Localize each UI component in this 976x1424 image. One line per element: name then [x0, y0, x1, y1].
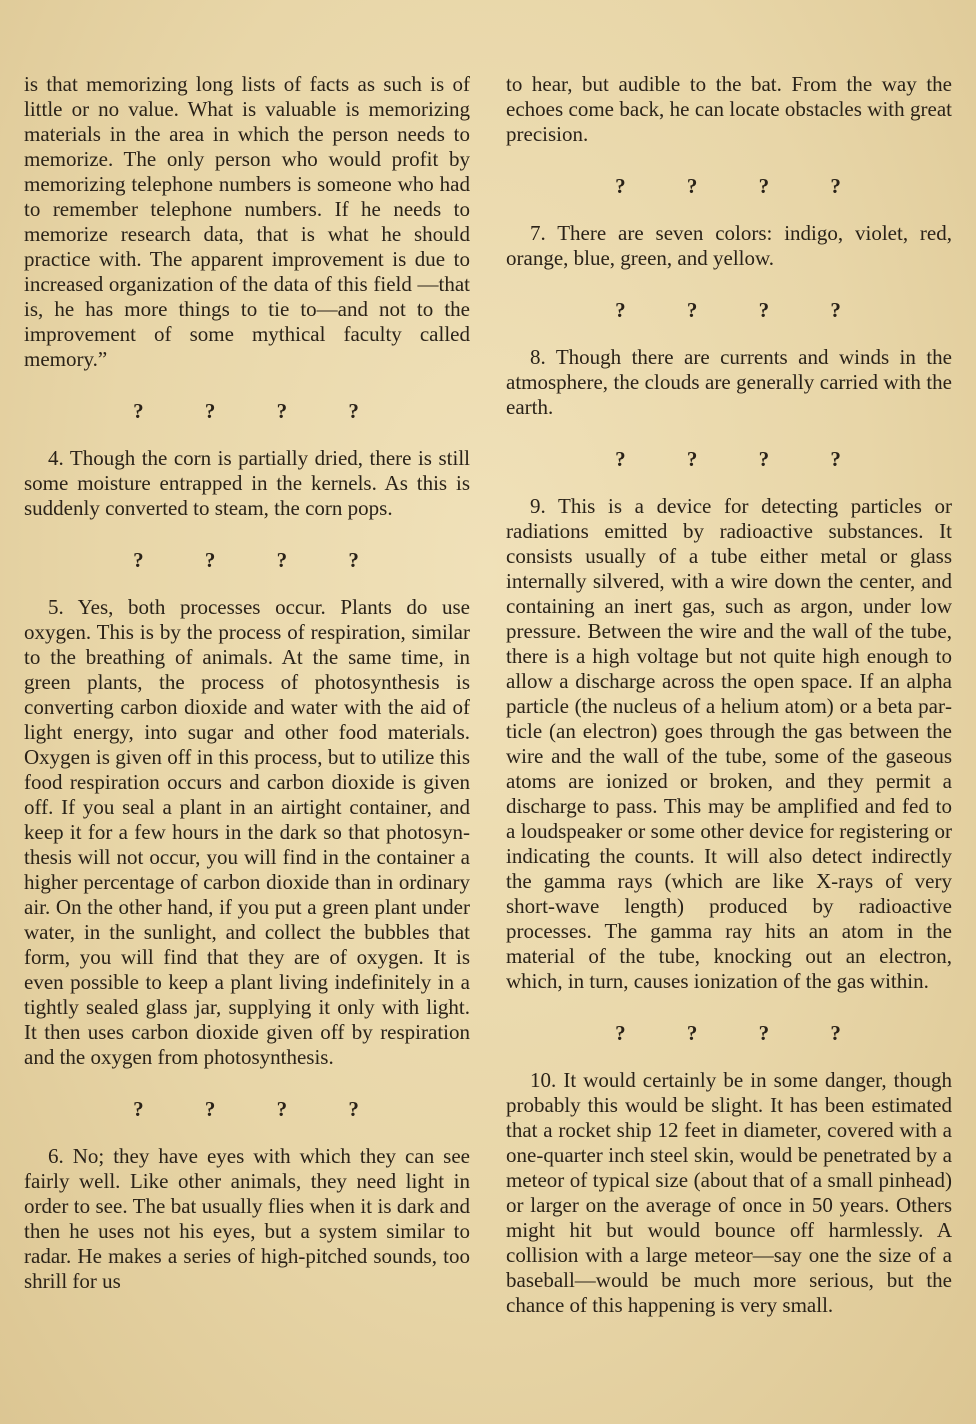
right-column	[506, 72, 952, 1318]
answer-6: 6. No; they have eyes with which they can see fairly well. Like other animals, they need light in order to see. The bat usually flies when it is dark and then he uses not his eyes, but a system similar to radar. He makes a series of high-pitched sounds, too shrill for us	[24, 1144, 470, 1293]
answer-4: 4. Though the corn is partially dried, there is still some moisture entrapped in the kernels. As this is suddenly converted to steam, the corn pops.	[24, 446, 470, 520]
question-mark-separator: ? ? ? ?	[615, 174, 843, 198]
answer-7: 7. There are seven colors: indigo, violet, red, orange, blue, green, and yellow.	[506, 221, 952, 270]
answer-6-continued: to hear, but audible to the bat. From the way the echoes come back, he can locate obstacles with great precision.	[506, 72, 952, 146]
question-mark-separator: ? ? ? ?	[133, 1097, 361, 1121]
continued-paragraph: is that memorizing long lists of facts as such is of little or no value. What is valuable is memorizing materials in the area in which the person needs to memorize. The only person who would profit by memorizing telephone numbers is someone who had to remember telephone numbers. If he needs to memorize research data, that is what he should practice with. The apparent improvement is due to increased organization of the data of this field —that is, he has more things to tie to—and not to the improvement of some mythical faculty called memory.”	[24, 72, 470, 371]
question-mark-separator: ? ? ? ?	[133, 399, 361, 423]
question-mark-separator: ? ? ? ?	[615, 1021, 843, 1045]
answer-5: 5. Yes, both processes occur. Plants do use oxygen. This is by the process of respiration, similar to the breathing of animals. At the same time, in green plants, the process of photosynthesis is converting carbon dioxide and water with the aid of light energy, into sugar and other food materials. Oxygen is given off in this process, but to utilize this food respiration occurs and carbon dioxide is given off. If you seal a plant in an airtight container, and keep it for a few hours in the dark so that photosynthesis will not occur, you will find in the container a higher percentage of carbon dioxide than in ordinary air. On the other hand, if you put a green plant under water, in the sunlight, and collect the bubbles that form, you will find that they are of oxygen. It is even possible to keep a plant living indefinitely in a tightly sealed glass jar, supplying it only with light. It then uses carbon dioxide given off by respiration and the oxygen from photosynthesis.	[24, 595, 470, 1069]
answer-10: 10. It would certainly be in some danger, though probably this would be slight. It has been estimated that a rocket ship 12 feet in diameter, covered with a one-quarter inch steel skin, would be penetrated by a meteor of typical size (about that of a small pinhead) or larger on the average of once in 50 years. Others might hit but would bounce off harmlessly. A collision with a large meteor—say one the size of a baseball—would be much more serious, but the chance of this happening is very small.	[506, 1068, 952, 1317]
answer-8: 8. Though there are currents and winds in the atmosphere, the clouds are generally carried with the earth.	[506, 345, 952, 419]
question-mark-separator: ? ? ? ?	[615, 298, 843, 322]
left-column	[24, 72, 470, 1294]
question-mark-separator: ? ? ? ?	[615, 447, 843, 471]
question-mark-separator: ? ? ? ?	[133, 548, 361, 572]
answer-9: 9. This is a device for detecting particles or radiations emitted by radioactive substances. It consists usually of a tube either metal or glass internally silvered, with a wire down the center, and containing an inert gas, such as argon, under low pressure. Between the wire and the wall of the tube, there is a high voltage but not quite high enough to allow a discharge across the open space. If an alpha particle (the nucleus of a helium atom) or a beta particle (an electron) goes through the gas between the wire and the wall of the tube, some of the gaseous atoms are ionized or broken, and they permit a discharge to pass. This may be amplified and fed to a loudspeaker or some other device for registering or indicating the counts. It will also detect indirectly the gamma rays (which are like X-rays of very short-wave length) produced by radioactive processes. The gamma ray hits an atom in the material of the tube, knocking out an electron, which, in turn, causes ionization of the gas within.	[506, 494, 952, 993]
